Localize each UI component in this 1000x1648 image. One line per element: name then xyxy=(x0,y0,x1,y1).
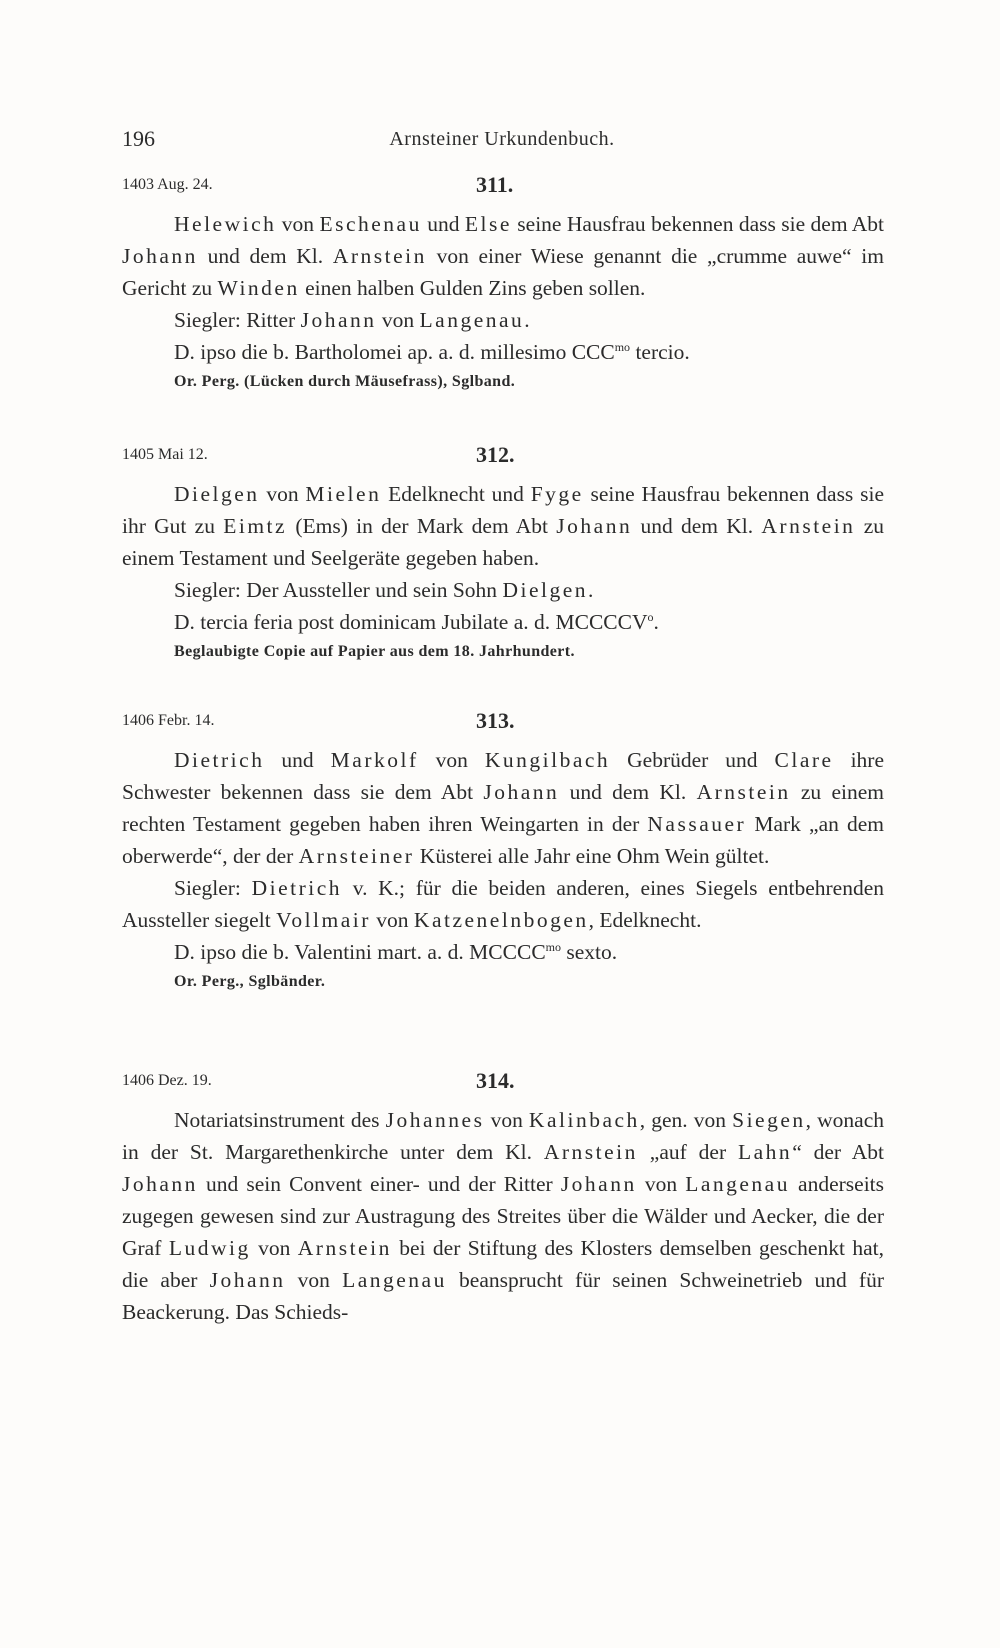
text-run: und xyxy=(421,212,465,236)
text-run: anderseits zugegen gewesen sind zur Austragung des Streites über die Wälder und Aecker, die der Graf xyxy=(122,1172,885,1260)
spaced-name: Else xyxy=(464,212,512,236)
charter-regest xyxy=(122,478,884,574)
charter-source: Or. Perg. (Lücken durch Mäusefrass), Sglband. xyxy=(174,373,516,390)
spaced-name: Markolf xyxy=(330,748,419,772)
text-run: seine Hausfrau bekennen dass sie ihr Gut zu xyxy=(122,482,884,538)
text-run: ihre Schwester bekennen dass sie dem Abt xyxy=(122,748,884,804)
spaced-name: Kalinbach xyxy=(528,1108,640,1132)
spaced-name: Katzenelnbogen xyxy=(413,908,589,932)
charter-head xyxy=(122,1068,884,1098)
spaced-name: Johannes xyxy=(385,1108,485,1132)
text-run: Edelknecht und xyxy=(381,482,531,506)
page-number: 196 xyxy=(122,126,155,151)
text-run: “ der Abt xyxy=(792,1140,885,1164)
charter-313 xyxy=(122,708,884,996)
charter-dating xyxy=(122,936,884,968)
spaced-name: Johann xyxy=(300,308,377,332)
text-run: bei der Stiftung des Klosters demselben geschenkt hat, die aber xyxy=(122,1236,885,1292)
text-run: Mark „an dem oberwerde“, der der xyxy=(122,812,885,868)
text-run: , wonach in der St. Margarethenkirche unter dem Kl. xyxy=(122,1108,884,1164)
spaced-name: Eschenau xyxy=(319,212,422,236)
text-run: einen halben Gulden Zins geben sollen. xyxy=(299,276,646,300)
text-run: D. ipso die b. Bartholomei ap. a. d. millesimo CCC xyxy=(174,340,615,364)
spaced-name: Fyge xyxy=(530,482,584,506)
charter-date: 1405 Mai 12. xyxy=(122,446,208,463)
text-run: sexto. xyxy=(561,940,618,964)
text-run: von xyxy=(370,908,414,932)
text-run: D. tercia feria post dominicam Jubilate a. d. MCCCCV xyxy=(174,610,648,634)
charter-regest xyxy=(122,744,884,872)
charter-sealer xyxy=(122,574,884,606)
text-run: von xyxy=(276,212,320,236)
spaced-name: Vollmair xyxy=(276,908,371,932)
spaced-name: Dielgen xyxy=(502,578,588,602)
spaced-name: Clare xyxy=(774,748,834,772)
text-run: und dem Kl. xyxy=(632,514,762,538)
text-run: Küsterei alle Jahr eine Ohm Wein gültet. xyxy=(414,844,770,868)
charter-source: Or. Perg., Sglbänder. xyxy=(174,973,326,990)
charter-number: 313. xyxy=(476,708,515,733)
running-head xyxy=(122,126,882,156)
spaced-name: Johann xyxy=(483,780,560,804)
text-run: Notariatsinstrument des xyxy=(174,1108,386,1132)
text-run: seine Hausfrau bekennen dass sie dem Abt xyxy=(511,212,885,236)
charter-source: Beglaubigte Copie auf Papier aus dem 18. Jahrhundert. xyxy=(174,643,575,660)
spaced-name: Arnstein xyxy=(332,244,427,268)
text-run: (Ems) in der Mark dem Abt xyxy=(287,514,557,538)
text-run: von xyxy=(376,308,420,332)
text-run: von xyxy=(250,1236,298,1260)
spaced-name: Langenau xyxy=(419,308,525,332)
text-run: von xyxy=(285,1268,343,1292)
charter-number: 314. xyxy=(476,1068,515,1093)
superscript: mo xyxy=(545,939,562,954)
spaced-name: Helewich xyxy=(174,212,277,236)
text-run: Gebrüder und xyxy=(610,748,775,772)
spaced-name: Ludwig xyxy=(168,1236,251,1260)
charter-regest xyxy=(122,208,884,304)
charter-sealer xyxy=(122,872,884,936)
spaced-name: Johann xyxy=(122,1172,198,1196)
charter-dating xyxy=(122,606,884,638)
text-run: von xyxy=(418,748,485,772)
text-run: und dem Kl. xyxy=(559,780,697,804)
text-run: Siegler: Der Aussteller und sein Sohn xyxy=(174,578,503,602)
charter-head xyxy=(122,442,884,472)
charter-date: 1406 Febr. 14. xyxy=(122,712,215,729)
text-run: und dem Kl. xyxy=(197,244,333,268)
spaced-name: Langenau xyxy=(685,1172,790,1196)
text-run: von xyxy=(484,1108,529,1132)
charter-date: 1403 Aug. 24. xyxy=(122,176,213,193)
charter-regest xyxy=(122,1104,884,1328)
charter-date: 1406 Dez. 19. xyxy=(122,1072,212,1089)
spaced-name: Arnstein xyxy=(761,514,856,538)
text-run: . xyxy=(524,308,530,332)
running-title: Arnsteiner Urkundenbuch. xyxy=(389,128,615,150)
charter-sealer xyxy=(122,304,884,336)
text-run: zu einem rechten Testament gegeben haben ihren Weingarten in der xyxy=(122,780,884,836)
spaced-name: Johann xyxy=(209,1268,286,1292)
text-run: beansprucht für seinen Schweinetrieb und für Beackerung. Das Schieds- xyxy=(122,1268,885,1324)
charter-number: 312. xyxy=(476,442,515,467)
charter-head xyxy=(122,708,884,738)
charter-number: 311. xyxy=(476,172,514,197)
text-run: tercio. xyxy=(630,340,690,364)
spaced-name: Johann xyxy=(556,514,633,538)
text-run: , Edelknecht. xyxy=(588,908,702,932)
spaced-name: Mielen xyxy=(305,482,382,506)
text-run: von xyxy=(636,1172,686,1196)
text-run: v. K.; für die beiden anderen, eines Siegels entbehrenden Aussteller siegelt xyxy=(122,876,885,932)
spaced-name: Langenau xyxy=(342,1268,447,1292)
charter-311 xyxy=(122,172,884,396)
spaced-name: Kungilbach xyxy=(484,748,611,772)
spaced-name: Dietrich xyxy=(174,748,265,772)
superscript: o xyxy=(647,609,654,624)
spaced-name: Arnstein xyxy=(297,1236,392,1260)
spaced-name: Dielgen xyxy=(174,482,260,506)
text-run: von einer Wiese genannt die „crumme auwe“ im Gericht zu xyxy=(122,244,884,300)
spaced-name: Eimtz xyxy=(223,514,288,538)
charter-312 xyxy=(122,442,884,666)
charter-dating xyxy=(122,336,884,368)
spaced-name: Dietrich xyxy=(251,876,343,900)
superscript: mo xyxy=(614,339,631,354)
spaced-name: Arnsteiner xyxy=(298,844,415,868)
spaced-name: Arnstein xyxy=(543,1140,638,1164)
charter-head xyxy=(122,172,884,202)
spaced-name: Winden xyxy=(217,276,300,300)
spaced-name: Siegen xyxy=(732,1108,806,1132)
spaced-name: Johann xyxy=(560,1172,637,1196)
text-run: zu einem Testament und Seelgeräte gegeben haben. xyxy=(122,514,884,570)
spaced-name: Lahn xyxy=(738,1140,793,1164)
spaced-name: Johann xyxy=(122,244,198,268)
text-run: . xyxy=(588,578,594,602)
text-run: Siegler: xyxy=(174,876,252,900)
text-run: von xyxy=(259,482,306,506)
text-run: und sein Convent einer- und der Ritter xyxy=(197,1172,561,1196)
charter-314 xyxy=(122,1068,884,1328)
spaced-name: Arnstein xyxy=(696,780,791,804)
spaced-name: Nassauer xyxy=(647,812,747,836)
text-run: „auf der xyxy=(637,1140,738,1164)
text-run: . xyxy=(653,610,659,634)
text-run: und xyxy=(264,748,331,772)
text-run: , gen. von xyxy=(639,1108,733,1132)
text-run: Siegler: Ritter xyxy=(174,308,301,332)
text-run: D. ipso die b. Valentini mart. a. d. MCCCC xyxy=(174,940,546,964)
